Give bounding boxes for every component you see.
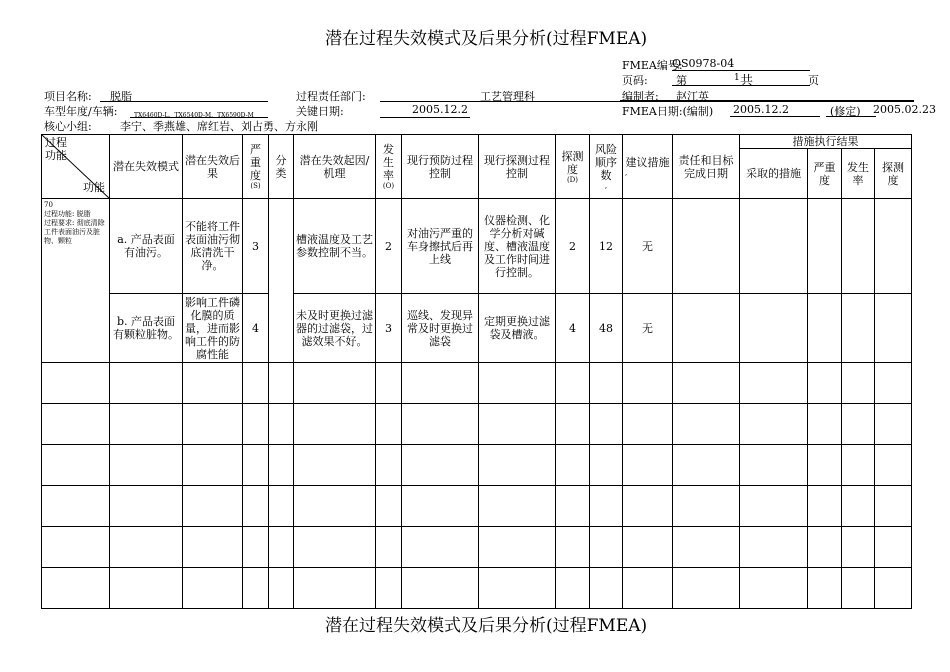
header-r-detection: 探测度 [875, 149, 912, 199]
cell-empty [673, 568, 740, 609]
cell-recommended: 无 [623, 199, 673, 294]
cell-class [269, 199, 294, 363]
cell-empty [875, 568, 912, 609]
table-row-empty [42, 363, 912, 404]
cell-empty [42, 527, 110, 568]
header-recommended: 建议措施 , [623, 135, 673, 199]
cell-empty [875, 445, 912, 486]
cell-empty [808, 486, 842, 527]
cell-empty [556, 445, 590, 486]
revised-label: (修定) [830, 105, 861, 118]
cell-empty [623, 404, 673, 445]
cell-empty [243, 363, 269, 404]
cell-empty [110, 486, 183, 527]
cell-empty [556, 568, 590, 609]
cell-empty [875, 527, 912, 568]
item-label: 项目名称: [44, 90, 92, 103]
header-results: 措施执行结果 [740, 135, 912, 149]
cell-empty [402, 568, 479, 609]
header-failure-effect: 潜在失效后果 [183, 135, 243, 199]
cell-empty [479, 486, 556, 527]
cell-empty [183, 486, 243, 527]
cell-empty [740, 363, 808, 404]
header-process-function [42, 135, 110, 199]
cell-empty [110, 404, 183, 445]
header-failure-mode: 潜在失效模式 [110, 135, 183, 199]
header-r-occurrence: 发生率 [842, 149, 875, 199]
cell-empty [842, 486, 875, 527]
header-class: 分类 [269, 135, 294, 199]
header-prevention: 现行预防过程控制 [402, 135, 479, 199]
cell-empty [842, 404, 875, 445]
cell-empty [269, 363, 294, 404]
cell-detection-ctrl: 仪器检测、化学分析对碱度、槽液温度及工作时间进行控制。 [479, 199, 556, 294]
cell-empty [294, 527, 376, 568]
cell-empty [842, 568, 875, 609]
cell-empty [479, 404, 556, 445]
team-value: 李宁、季燕雄、席红岩、刘占勇、方永刚 [120, 120, 318, 133]
cell-empty [243, 404, 269, 445]
cell-cause: 槽液温度及工艺参数控制不当。 [294, 199, 376, 294]
cell-empty [740, 527, 808, 568]
cell-empty [623, 527, 673, 568]
cell-empty [842, 363, 875, 404]
cell-occurrence: 2 [376, 199, 402, 294]
cell-empty [590, 568, 623, 609]
cell-empty [110, 363, 183, 404]
cell-empty [402, 527, 479, 568]
table-row-empty [42, 568, 912, 609]
cell-severity: 3 [243, 199, 269, 294]
item-value: 脱脂 [110, 90, 132, 103]
cell-empty [556, 404, 590, 445]
cell-severity: 4 [243, 294, 269, 363]
cell-rpn: 12 [590, 199, 623, 294]
cell-empty [479, 527, 556, 568]
cell-empty [183, 445, 243, 486]
table-row-empty [42, 445, 912, 486]
cell-empty [590, 486, 623, 527]
header-actions-taken: 采取的措施 [740, 149, 808, 199]
cell-empty [740, 568, 808, 609]
cell-empty [623, 445, 673, 486]
header-r-severity: 严重度 [808, 149, 842, 199]
key-date-value: 2005.12.2 [412, 103, 468, 116]
cell-occurrence: 3 [376, 294, 402, 363]
cell-empty [590, 363, 623, 404]
cell-empty [42, 404, 110, 445]
header-detection-ctrl: 现行探测过程控制 [479, 135, 556, 199]
model-label: 车型年度/车辆: [44, 105, 118, 118]
cell-empty [294, 568, 376, 609]
dept-value: 工艺管理科 [480, 90, 535, 103]
cell-empty [808, 363, 842, 404]
cell-empty [740, 294, 808, 363]
cell-empty [673, 445, 740, 486]
cell-empty [243, 527, 269, 568]
table-row-empty [42, 404, 912, 445]
cell-process: 70 过程功能: 脱脂 过程要求: 彻底清除工件表面油污及脏物、颗粒 [42, 199, 110, 363]
cell-empty [42, 363, 110, 404]
cell-empty [740, 445, 808, 486]
cell-empty [479, 445, 556, 486]
cell-empty [479, 568, 556, 609]
cell-empty [183, 363, 243, 404]
cell-empty [673, 527, 740, 568]
cell-empty [243, 568, 269, 609]
cell-detection: 2 [556, 199, 590, 294]
cell-empty [808, 294, 842, 363]
cell-empty [183, 404, 243, 445]
page-gong: 共 [740, 74, 754, 89]
cell-empty [402, 445, 479, 486]
cell-empty [673, 363, 740, 404]
cell-empty [556, 486, 590, 527]
cell-empty [42, 568, 110, 609]
cell-empty [402, 404, 479, 445]
header-cause: 潜在失效起因/机理 [294, 135, 376, 199]
cell-empty [243, 445, 269, 486]
cell-empty [269, 486, 294, 527]
table-row-empty [42, 527, 912, 568]
cell-empty [294, 486, 376, 527]
cell-empty [42, 486, 110, 527]
cell-empty [269, 404, 294, 445]
cell-empty [110, 568, 183, 609]
table-row [42, 199, 912, 294]
cell-empty [479, 363, 556, 404]
cell-empty [875, 404, 912, 445]
page-label: 页码: [622, 74, 648, 87]
cell-empty [110, 527, 183, 568]
page-di: 第 [676, 74, 687, 87]
cell-empty [183, 568, 243, 609]
preparer-label: 编制者: [622, 90, 659, 103]
table-body [42, 199, 912, 609]
footer-title: 潜在过程失效模式及后果分析(过程FMEA) [325, 616, 648, 636]
cell-empty [402, 486, 479, 527]
cell-detection-ctrl: 定期更换过滤袋及槽液。 [479, 294, 556, 363]
cell-recommended: 无 [623, 294, 673, 363]
header-process-function-left: 过程功能 [45, 136, 67, 162]
cell-empty [808, 199, 842, 294]
cell-prevention: 对油污严重的车身擦拭后再上线 [402, 199, 479, 294]
cell-empty [376, 527, 402, 568]
cell-empty [556, 363, 590, 404]
page-total: 1 [734, 73, 740, 83]
cell-empty [808, 445, 842, 486]
header-severity: 严重度 (S) [243, 135, 269, 199]
cell-empty [740, 199, 808, 294]
cell-failure-effect: 影响工件磷化膜的质量，进而影响工件的防腐性能 [183, 294, 243, 363]
cell-empty [623, 486, 673, 527]
cell-empty [875, 294, 912, 363]
model-value: TX6460D-L、TX6540D-M、TX6590D-M [134, 112, 254, 119]
header-process-function-right: 功能 [83, 181, 105, 194]
cell-failure-mode: b. 产品表面有颗粒脏物。 [110, 294, 183, 363]
cell-detection: 4 [556, 294, 590, 363]
cell-empty [673, 486, 740, 527]
page-ye: 页 [808, 74, 819, 87]
cell-empty [673, 199, 740, 294]
cell-empty [402, 363, 479, 404]
cell-empty [556, 527, 590, 568]
cell-empty [808, 404, 842, 445]
cell-empty [842, 527, 875, 568]
cell-empty [294, 363, 376, 404]
header-occurrence: 发生率 (O) [376, 135, 402, 199]
cell-failure-effect: 不能将工件表面油污彻底清洗干净。 [183, 199, 243, 294]
cell-empty [740, 404, 808, 445]
cell-empty [269, 445, 294, 486]
cell-empty [243, 486, 269, 527]
cell-empty [808, 568, 842, 609]
header-rpn: 风险顺序数 , [590, 135, 623, 199]
fmea-table [41, 134, 912, 609]
cell-empty [294, 445, 376, 486]
cell-empty [875, 199, 912, 294]
cell-prevention: 巡线、发现异常及时更换过滤袋 [402, 294, 479, 363]
table-row [42, 294, 912, 363]
cell-empty [183, 527, 243, 568]
dept-label: 过程责任部门: [296, 90, 366, 103]
cell-empty [376, 363, 402, 404]
cell-empty [842, 294, 875, 363]
fmea-date-prepared: 2005.12.2 [733, 103, 789, 116]
cell-empty [269, 568, 294, 609]
header-responsibility: 责任和目标完成日期 [673, 135, 740, 199]
cell-empty [875, 486, 912, 527]
cell-empty [842, 445, 875, 486]
fmea-no-value: QS0978-04 [672, 57, 735, 70]
cell-empty [376, 568, 402, 609]
cell-rpn: 48 [590, 294, 623, 363]
cell-empty [269, 527, 294, 568]
cell-empty [808, 527, 842, 568]
cell-empty [42, 445, 110, 486]
cell-empty [673, 404, 740, 445]
key-date-label: 关键日期: [296, 105, 344, 118]
cell-empty [376, 486, 402, 527]
cell-empty [623, 363, 673, 404]
cell-empty [673, 294, 740, 363]
cell-empty [110, 445, 183, 486]
cell-empty [842, 199, 875, 294]
cell-cause: 未及时更换过滤器的过滤袋，过滤效果不好。 [294, 294, 376, 363]
cell-failure-mode: a. 产品表面有油污。 [110, 199, 183, 294]
revised-date: 2005.02.23 [873, 103, 936, 116]
preparer-value: 赵江英 [676, 90, 709, 103]
cell-empty [590, 527, 623, 568]
cell-empty [294, 404, 376, 445]
cell-empty [590, 445, 623, 486]
cell-empty [875, 363, 912, 404]
team-label: 核心小组: [44, 120, 92, 133]
cell-empty [623, 568, 673, 609]
cell-empty [376, 404, 402, 445]
fmea-no-label: FMEA编号: [622, 59, 683, 72]
header-detection: 探测度 (D) [556, 135, 590, 199]
cell-empty [590, 404, 623, 445]
cell-empty [740, 486, 808, 527]
page-title: 潜在过程失效模式及后果分析(过程FMEA) [325, 29, 648, 49]
fmea-date-label: FMEA日期:(编制) [622, 105, 714, 118]
table-row-empty [42, 486, 912, 527]
cell-empty [376, 445, 402, 486]
